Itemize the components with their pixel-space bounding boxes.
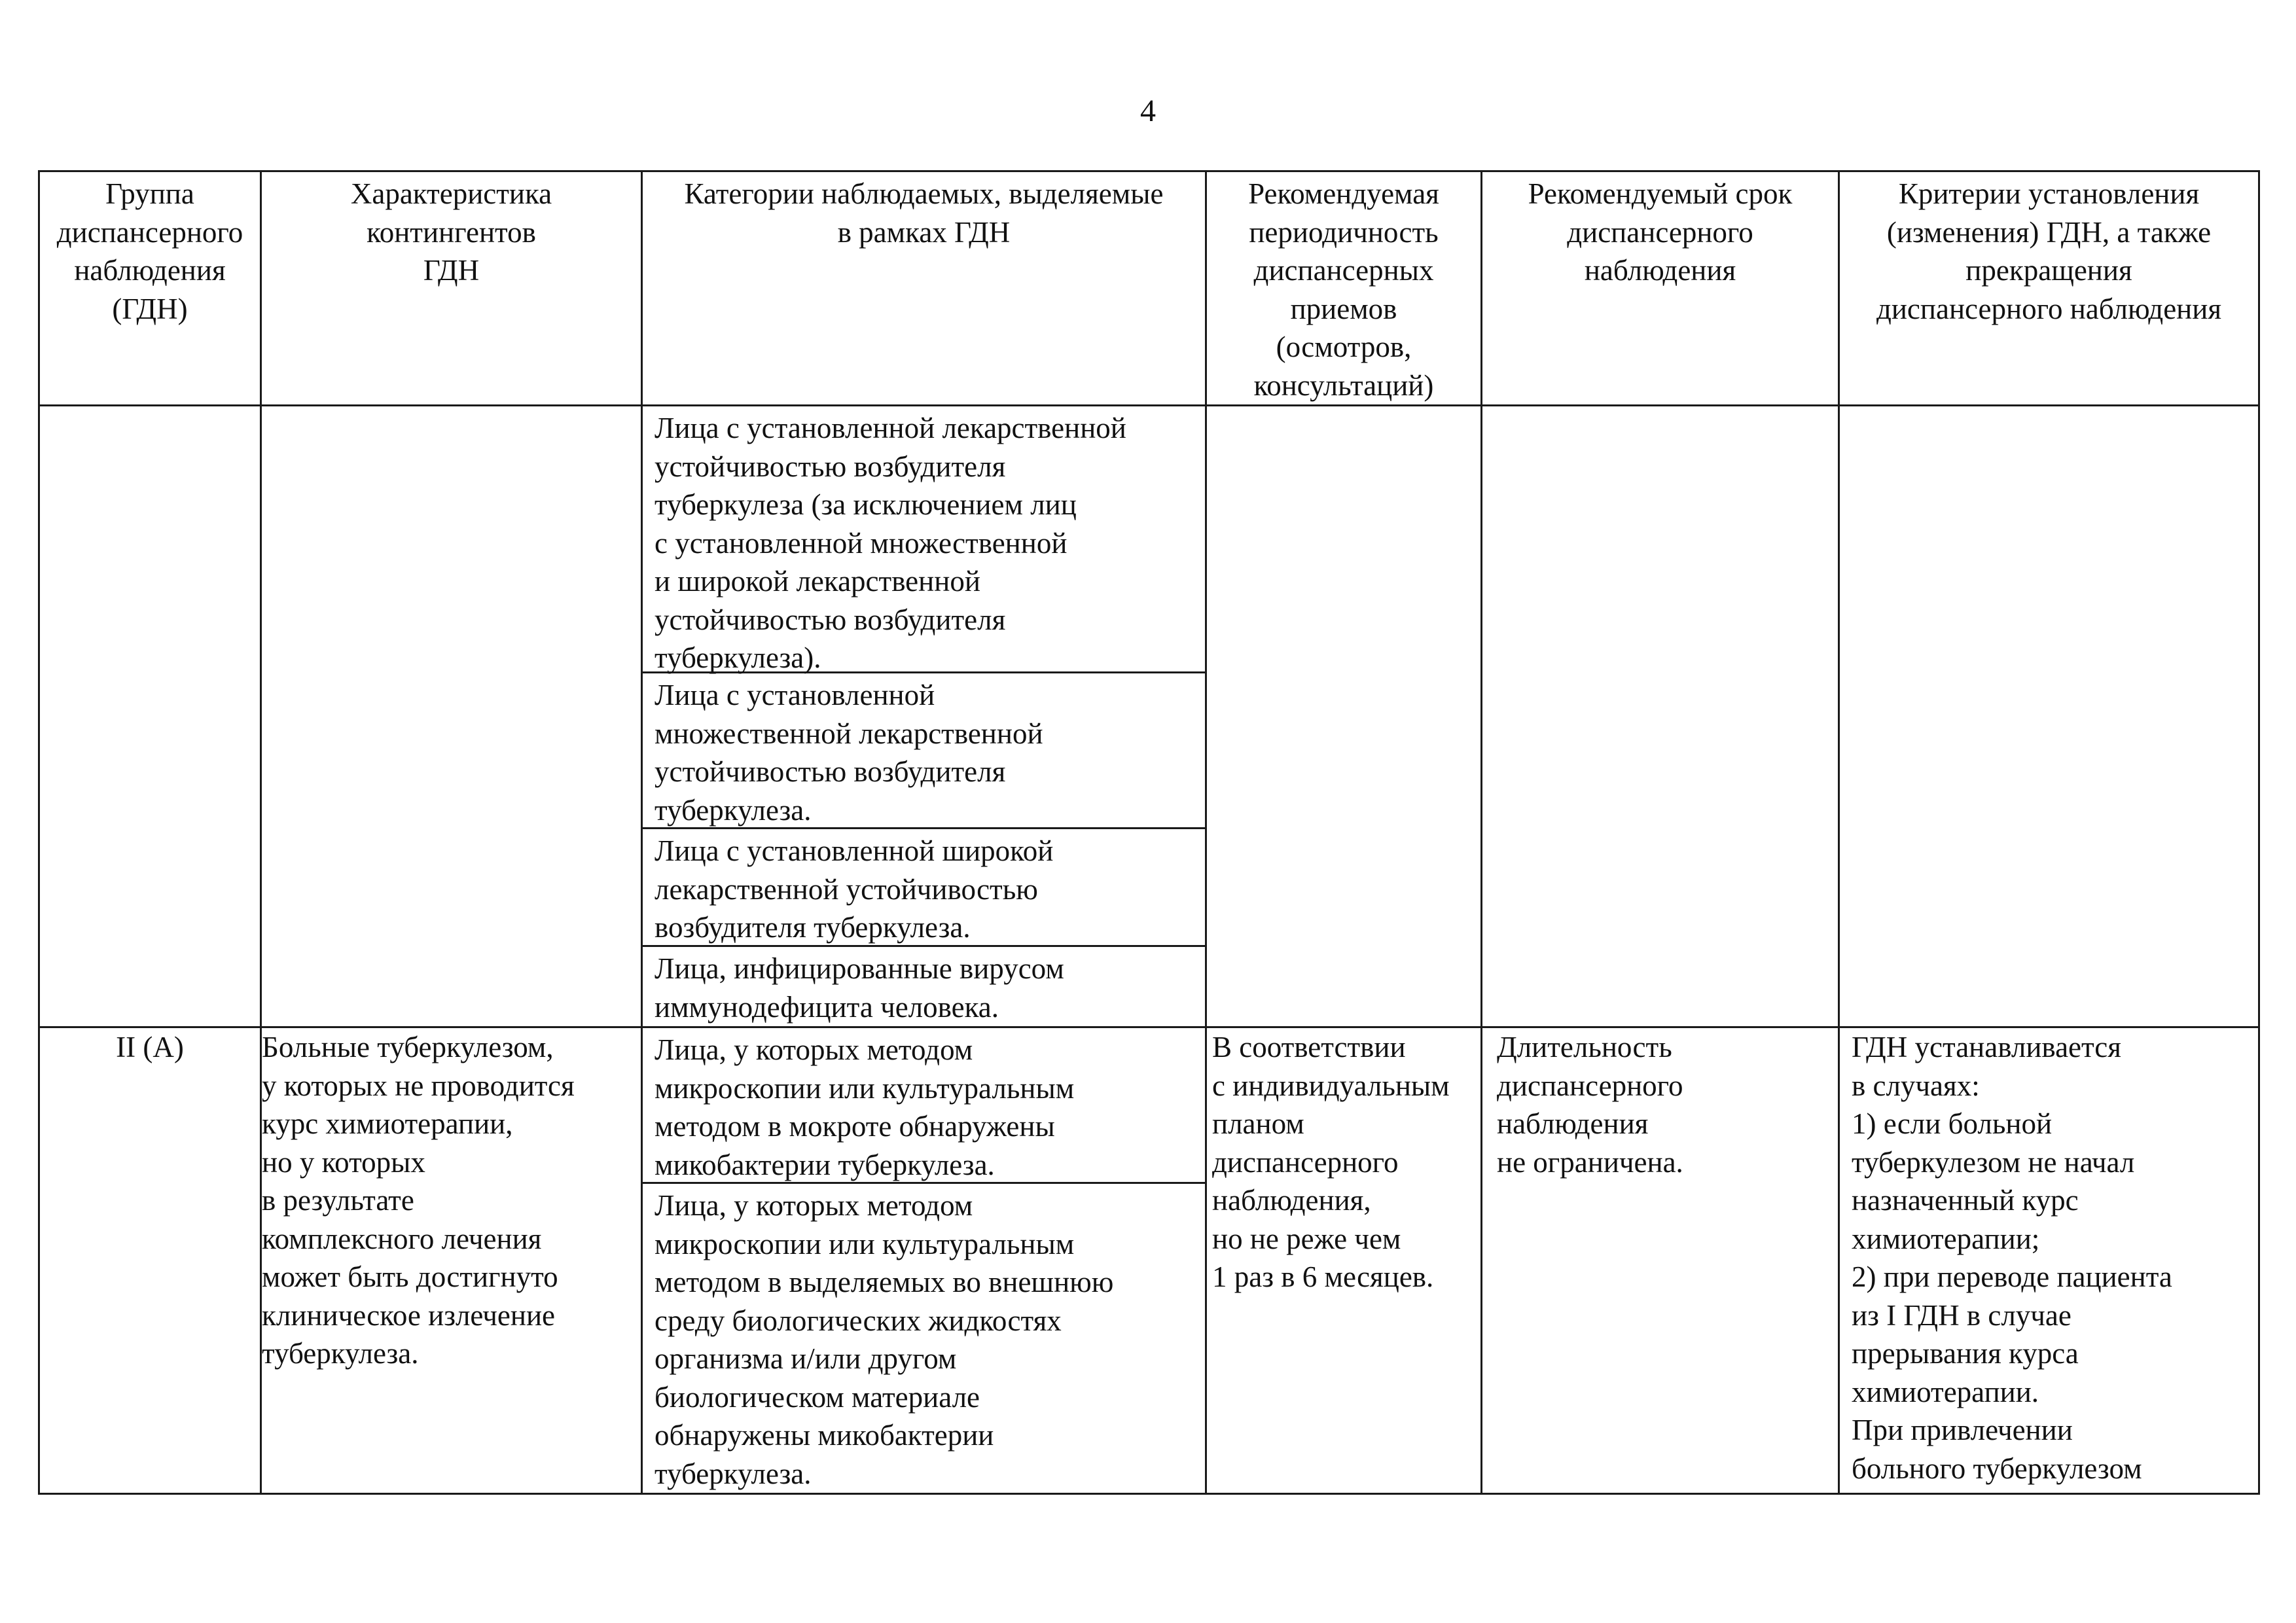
- category-item: Лица, инфицированные вирусом иммунодефицита человека.: [655, 952, 1064, 1024]
- table-row: [39, 1027, 2259, 1494]
- header-categories: Категории наблюдаемых, выделяемые в рамках ГДН: [642, 171, 1206, 406]
- row1-criteria-cell: [1839, 406, 2259, 1027]
- row2-criteria-cell: ГДН устанавливается в случаях: 1) если больной туберкулезом не начал назначенный курс химиотерапии; 2) при переводе пациента из I ГДН в случае прерывания курса химиотерапии. При привлечении больного туберкулезом: [1839, 1027, 2259, 1494]
- row2-duration-cell: Длительность диспансерного наблюдения не ограничена.: [1482, 1027, 1839, 1494]
- header-characteristic: Характеристика контингентов ГДН: [261, 171, 642, 406]
- category-item: Лица с установленной широкой лекарственной устойчивостью возбудителя туберкулеза.: [643, 829, 1205, 947]
- table-row: [39, 406, 2259, 1027]
- header-periodicity: Рекомендуемая периодичность диспансерных приемов (осмотров, консультаций): [1206, 171, 1482, 406]
- category-item: Лица, у которых методом микроскопии или культуральным методом в выделяемых во внешнюю среду биологических жидкостях организма и/или другом биологическом материале обнаружены микобактерии туберкулеза.: [655, 1189, 1114, 1490]
- header-group: Группа диспансерного наблюдения (ГДН): [39, 171, 261, 406]
- row1-duration-cell: [1482, 406, 1839, 1027]
- header-duration: Рекомендуемый срок диспансерного наблюдения: [1482, 171, 1839, 406]
- header-criteria: Критерии установления (изменения) ГДН, а также прекращения диспансерного наблюдения: [1839, 171, 2259, 406]
- row2-group-cell: II (А): [39, 1027, 261, 1494]
- dispensary-table: [38, 170, 2260, 1495]
- page-number: 4: [1140, 94, 1156, 128]
- row1-categories-cell: [642, 406, 1206, 1027]
- category-item: Лица с установленной множественной лекарственной устойчивостью возбудителя туберкулеза.: [643, 673, 1205, 829]
- row2-characteristic-cell: Больные туберкулезом, у которых не проводится курс химиотерапии, но у которых в результате комплексного лечения может быть достигнуто клиническое излечение туберкулеза.: [261, 1027, 642, 1494]
- row1-periodicity-cell: [1206, 406, 1482, 1027]
- category-item: Лица с установленной лекарственной устойчивостью возбудителя туберкулеза (за исключением лиц с установленной множественной и широкой лекарственной устойчивостью возбудителя туберкулеза).: [643, 406, 1205, 673]
- header-row: [39, 171, 2259, 406]
- row1-group-cell: [39, 406, 261, 1027]
- row1-characteristic-cell: [261, 406, 642, 1027]
- row2-periodicity-cell: В соответствии с индивидуальным планом диспансерного наблюдения, но не реже чем 1 раз в 6 месяцев.: [1206, 1027, 1482, 1494]
- row2-categories-cell: [642, 1027, 1206, 1494]
- category-item: Лица, у которых методом микроскопии или культуральным методом в мокроте обнаружены микобактерии туберкулеза.: [643, 1028, 1205, 1184]
